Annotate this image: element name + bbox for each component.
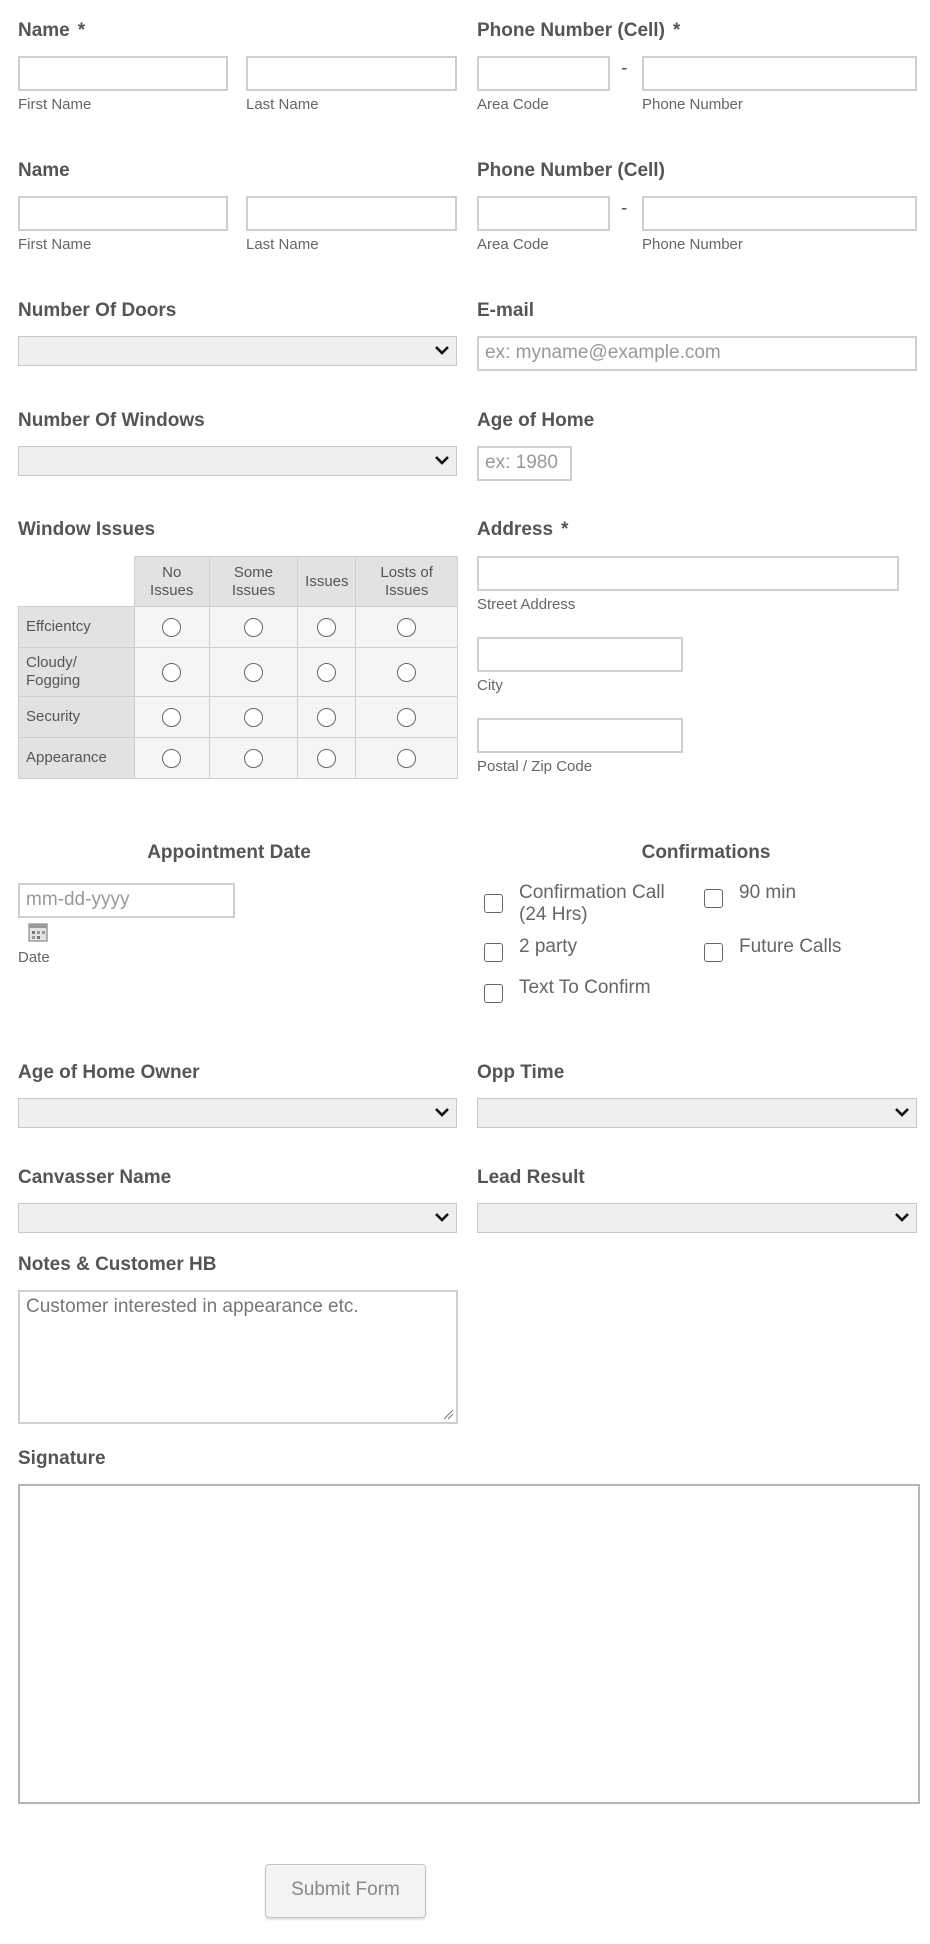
matrix-row	[19, 648, 458, 697]
zip-input[interactable]	[477, 718, 683, 753]
home-age-label: Age of Home	[477, 410, 595, 431]
owner-age-label: Age of Home Owner	[18, 1062, 200, 1083]
windows-label: Number Of Windows	[18, 410, 205, 431]
text-to-confirm-option-label: Text To Confirm	[519, 977, 651, 998]
matrix-row-label	[19, 648, 135, 697]
chevron-down-icon	[434, 454, 450, 466]
date-sublabel: Date	[18, 949, 50, 966]
area-code-required-input[interactable]	[477, 56, 610, 91]
area-code-input[interactable]	[477, 196, 610, 231]
issue-radio[interactable]	[162, 618, 181, 637]
window-issues-label: Window Issues	[18, 519, 156, 540]
window-issues-matrix	[18, 556, 458, 779]
matrix-row-label-text: Security	[26, 708, 81, 725]
chevron-down-icon	[434, 1211, 450, 1223]
chevron-down-icon	[894, 1211, 910, 1223]
matrix-column-header-text: Some Issues	[231, 563, 276, 599]
city-input[interactable]	[477, 637, 683, 672]
matrix-row-label-text: Effcientcy	[26, 618, 91, 635]
matrix-row-label-text: Appearance	[26, 749, 107, 766]
matrix-column-header-text: No Issues	[150, 563, 194, 599]
matrix-corner	[19, 557, 135, 607]
phone-number-sublabel: Phone Number	[642, 96, 743, 113]
address-label-text: Address	[477, 519, 554, 540]
90-min-option-label: 90 min	[739, 882, 797, 903]
2-party-option-label: 2 party	[519, 936, 578, 957]
90-min-checkbox[interactable]	[704, 889, 723, 908]
phone-number-sublabel: Phone Number	[642, 236, 743, 253]
street-address-input[interactable]	[477, 556, 899, 591]
matrix-column-header-text: Issues	[305, 572, 349, 590]
phone-required-label	[477, 20, 680, 42]
phone-number-required-input[interactable]	[642, 56, 917, 91]
text-to-confirm-checkbox[interactable]	[484, 984, 503, 1003]
matrix-row	[19, 607, 458, 648]
owner-age-select[interactable]	[18, 1098, 457, 1128]
matrix-column-header	[209, 557, 298, 607]
doors-select[interactable]	[18, 336, 457, 366]
future-calls-checkbox[interactable]	[704, 943, 723, 962]
phone-dash: -	[621, 198, 628, 219]
notes-value: Customer interested in appearance etc.	[26, 1296, 359, 1317]
submit-button[interactable]: Submit Form	[265, 1864, 426, 1918]
matrix-row	[19, 738, 458, 779]
required-asterisk: *	[672, 20, 681, 41]
phone-label: Phone Number (Cell)	[477, 160, 665, 181]
area-code-sublabel: Area Code	[477, 96, 549, 113]
confirmation-call-checkbox[interactable]	[484, 894, 503, 913]
chevron-down-icon	[894, 1106, 910, 1118]
issue-radio[interactable]	[397, 618, 416, 637]
appointment-date-input[interactable]: mm-dd-yyyy	[18, 883, 235, 918]
email-input[interactable]: ex: myname@example.com	[477, 336, 917, 371]
email-label: E-mail	[477, 300, 535, 321]
lead-result-label: Lead Result	[477, 1167, 585, 1188]
zip-sublabel: Postal / Zip Code	[477, 758, 593, 775]
canvasser-select[interactable]	[18, 1203, 457, 1233]
matrix-column-header	[356, 557, 458, 607]
matrix-row	[19, 697, 458, 738]
name-label: Name	[18, 160, 70, 181]
signature-label: Signature	[18, 1448, 106, 1469]
issue-radio[interactable]	[317, 749, 336, 768]
first-name-sublabel: First Name	[18, 236, 92, 253]
required-asterisk: *	[561, 519, 569, 540]
2-party-checkbox[interactable]	[484, 943, 503, 962]
street-address-sublabel: Street Address	[477, 596, 576, 613]
windows-select[interactable]	[18, 446, 457, 476]
matrix-column-header-text: Losts of Issues	[380, 563, 433, 599]
first-name-input[interactable]	[18, 196, 228, 231]
last-name-sublabel: Last Name	[246, 96, 319, 113]
first-name-required-input[interactable]	[18, 56, 228, 91]
matrix-row-label	[19, 738, 135, 779]
name-required-label	[18, 20, 85, 42]
issue-radio[interactable]	[162, 708, 181, 727]
issue-radio[interactable]	[162, 749, 181, 768]
lead-result-select[interactable]	[477, 1203, 917, 1233]
opp-time-select[interactable]	[477, 1098, 917, 1128]
future-calls-option-label: Future Calls	[739, 936, 842, 957]
doors-label: Number Of Doors	[18, 300, 177, 321]
canvasser-label: Canvasser Name	[18, 1167, 172, 1188]
last-name-input[interactable]	[246, 196, 457, 231]
matrix-column-header	[134, 557, 209, 607]
issue-radio[interactable]	[244, 663, 263, 682]
issue-radio[interactable]	[397, 663, 416, 682]
resize-grip-icon[interactable]	[442, 1408, 454, 1420]
issue-radio[interactable]	[244, 749, 263, 768]
issue-radio[interactable]	[317, 663, 336, 682]
opp-time-label: Opp Time	[477, 1062, 565, 1083]
issue-radio[interactable]	[244, 708, 263, 727]
home-age-input[interactable]: ex: 1980	[477, 446, 572, 481]
phone-number-input[interactable]	[642, 196, 917, 231]
phone-dash: -	[621, 58, 628, 79]
chevron-down-icon	[434, 1106, 450, 1118]
last-name-sublabel: Last Name	[246, 236, 319, 253]
notes-textarea[interactable]	[18, 1290, 458, 1424]
issue-radio[interactable]	[244, 618, 263, 637]
city-sublabel: City	[477, 677, 503, 694]
issue-radio[interactable]	[397, 749, 416, 768]
area-code-sublabel: Area Code	[477, 236, 549, 253]
appointment-date-label: Appointment Date	[147, 842, 311, 863]
first-name-sublabel: First Name	[18, 96, 92, 113]
issue-radio[interactable]	[162, 663, 181, 682]
matrix-column-header	[298, 557, 356, 607]
notes-label: Notes & Customer HB	[18, 1254, 217, 1275]
issue-radio[interactable]	[317, 618, 336, 637]
confirmations-label: Confirmations	[641, 842, 771, 863]
last-name-required-input[interactable]	[246, 56, 457, 91]
chevron-down-icon	[434, 344, 450, 356]
matrix-row-label	[19, 607, 135, 648]
issue-radio[interactable]	[397, 708, 416, 727]
calendar-icon[interactable]	[28, 922, 48, 942]
matrix-row-label	[19, 697, 135, 738]
required-asterisk: *	[77, 20, 86, 41]
confirmation-call-option-label: Confirmation Call (24 Hrs)	[519, 882, 665, 925]
issue-radio[interactable]	[317, 708, 336, 727]
name-required-label-text: Name	[18, 20, 70, 41]
matrix-row-label-text: Cloudy/ Fogging	[26, 654, 81, 689]
address-label	[477, 519, 568, 541]
signature-pad[interactable]	[18, 1484, 920, 1804]
phone-required-label-text: Phone Number (Cell)	[477, 20, 665, 41]
